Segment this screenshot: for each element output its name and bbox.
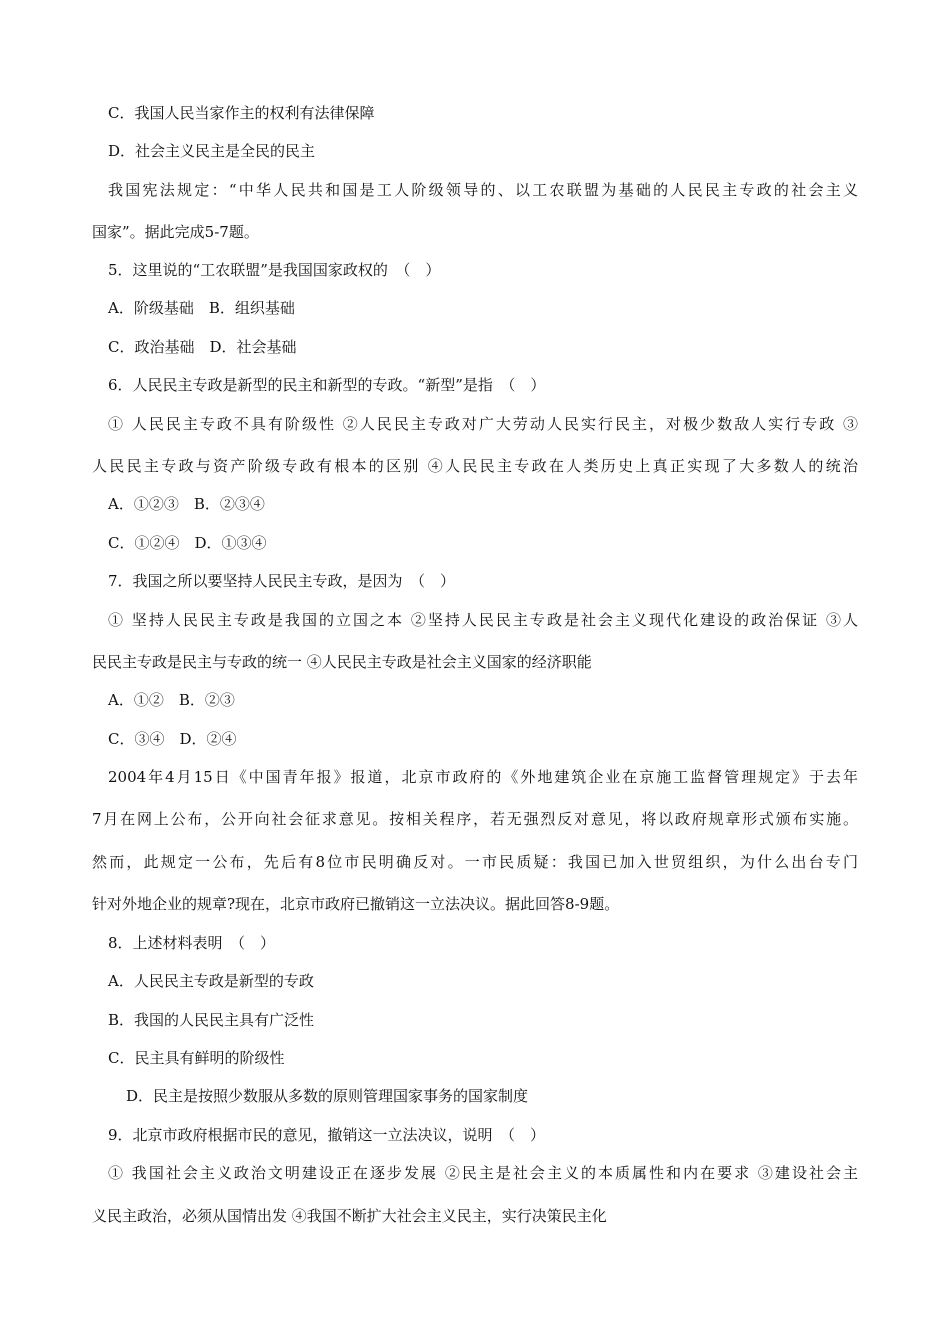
options-6-cd: C．①②④ D．①③④ (108, 534, 267, 552)
statements-6: ① 人民民主专政不具有阶级性 ②人民民主专政对广大劳动人民实行民主，对极少数敌人实行专政 ③ (108, 415, 858, 433)
statements-9: ① 我国社会主义政治文明建设正在逐步发展 ②民主是社会主义的本质属性和内在要求 ③建设社会主 (108, 1164, 858, 1182)
passage-line: 7月在网上公布，公开向社会征求意见。按相关程序，若无强烈反对意见，将以政府规章形式颁布实施。 (92, 810, 858, 828)
option-8b: B．我国的人民民主具有广泛性 (108, 1011, 315, 1029)
passage-line: 2004年4月15日《中国青年报》报道，北京市政府的《外地建筑企业在京施工监督管理规定》于去年 (108, 768, 858, 786)
question-8: 8．上述材料表明 （ ） (108, 934, 276, 952)
passage-line: 针对外地企业的规章?现在，北京市政府已撤销这一立法决议。据此回答8-9题。 (92, 895, 620, 913)
options-5-ab: A．阶级基础 B．组织基础 (108, 299, 295, 317)
options-7-ab: A．①② B．②③ (108, 691, 235, 709)
option-5c-prev: C．我国人民当家作主的权利有法律保障 (108, 104, 375, 122)
passage-line: 国家”。据此完成5-7题。 (92, 223, 259, 241)
statements-6: 人民民主专政与资产阶级专政有根本的区别 ④人民民主专政在人类历史上真正实现了大多数人的统治 (92, 457, 858, 475)
question-6: 6．人民民主专政是新型的民主和新型的专政。“新型”是指 （ ） (108, 376, 546, 394)
option-8d: D．民主是按照少数服从多数的原则管理国家事务的国家制度 (126, 1087, 529, 1105)
question-9: 9．北京市政府根据市民的意见，撤销这一立法决议，说明 （ ） (108, 1126, 546, 1144)
option-4d-prev: D．社会主义民主是全民的民主 (108, 142, 316, 160)
passage-line: 我国宪法规定：“中华人民共和国是工人阶级领导的、以工农联盟为基础的人民民主专政的社会主义 (108, 181, 858, 199)
statements-7: 民民主专政是民主与专政的统一 ④人民民主专政是社会主义国家的经济职能 (92, 653, 592, 671)
statements-9: 义民主政治，必须从国情出发 ④我国不断扩大社会主义民主，实行决策民主化 (92, 1207, 607, 1225)
options-5-cd: C．政治基础 D．社会基础 (108, 338, 297, 356)
option-8c: C．民主具有鲜明的阶级性 (108, 1049, 285, 1067)
statements-7: ① 坚持人民民主专政是我国的立国之本 ②坚持人民民主专政是社会主义现代化建设的政治保证 ③人 (108, 611, 858, 629)
question-7: 7．我国之所以要坚持人民民主专政，是因为 （ ） (108, 572, 456, 590)
options-7-cd: C．③④ D．②④ (108, 730, 237, 748)
question-5: 5．这里说的“工农联盟”是我国国家政权的 （ ） (108, 261, 441, 279)
options-6-ab: A．①②③ B．②③④ (108, 495, 265, 513)
passage-line: 然而，此规定一公布，先后有8位市民明确反对。一市民质疑：我国已加入世贸组织，为什么出台专门 (92, 853, 858, 871)
option-8a: A．人民民主专政是新型的专政 (108, 972, 314, 990)
